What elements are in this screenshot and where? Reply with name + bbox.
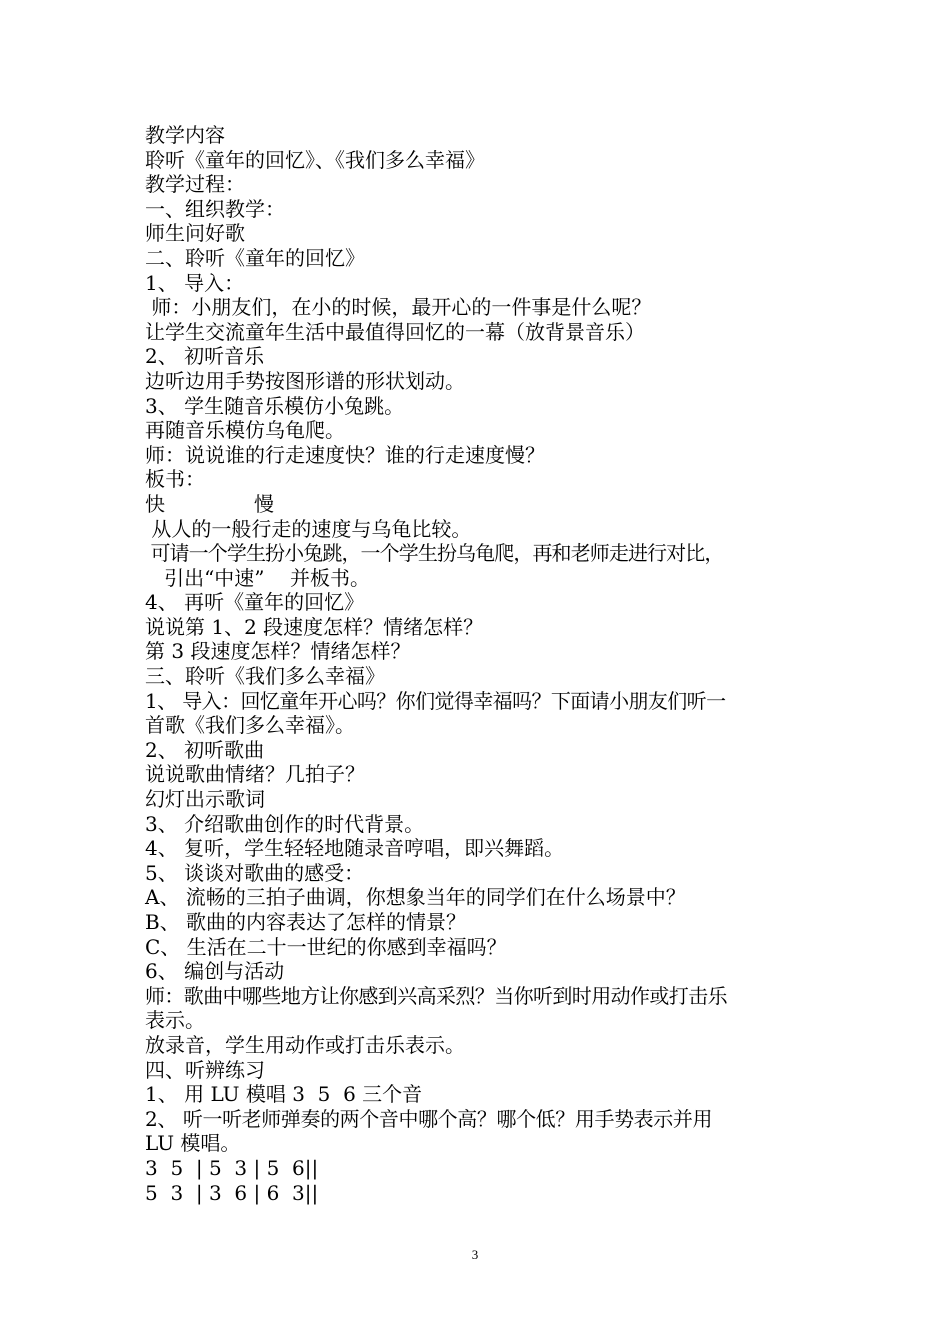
text-line: 让学生交流童年生活中最值得回忆的一幕（放背景音乐）	[145, 319, 645, 344]
text-line: 可请一个学生扮小兔跳，一个学生扮乌龟爬，再和老师走进行对比，	[145, 541, 724, 566]
text-line: C、 生活在二十一世纪的你感到幸福吗？	[145, 934, 507, 959]
text-line: 2、 初听歌曲	[145, 737, 265, 762]
text-line: 聆听《童年的回忆》、《我们多么幸福》	[145, 147, 485, 172]
text-line: 说说第 1、2 段速度怎样？情绪怎样？	[145, 614, 484, 639]
text-line: 教学过程：	[145, 172, 245, 197]
text-line: 3、 学生随音乐模仿小兔跳。	[145, 393, 405, 418]
text-line: 师生问好歌	[145, 221, 245, 246]
text-line: 5、 谈谈对歌曲的感受：	[145, 860, 365, 885]
text-line: 3 5 | 5 3 | 5 6||	[145, 1155, 319, 1180]
text-line: 板书：	[145, 467, 205, 492]
text-line: 师：小朋友们，在小的时候，最开心的一件事是什么呢？	[145, 295, 652, 320]
text-line: B、 歌曲的内容表达了怎样的情景？	[145, 910, 467, 934]
text-line: 表示。	[145, 1008, 205, 1033]
text-line: 6、 编创与活动	[145, 959, 285, 984]
text-line: 4、 再听《童年的回忆》	[145, 590, 365, 615]
text-line: 师：歌曲中哪些地方让你感到兴高采烈？当你听到时用动作或打击乐	[145, 983, 727, 1008]
text-line: 2、 听一听老师弹奏的两个音中哪个高？哪个低？用手势表示并用	[145, 1106, 713, 1131]
text-line: 首歌《我们多么幸福》。	[145, 713, 355, 738]
text-line: 一、组织教学：	[145, 196, 285, 221]
text-line: 三、聆听《我们多么幸福》	[145, 664, 385, 689]
text-line: 3、 介绍歌曲创作的时代背景。	[145, 811, 425, 836]
text-line: 教学内容	[145, 123, 225, 147]
text-line: 边听边用手势按图形谱的形状划动。	[145, 368, 465, 393]
text-line: 说说歌曲情绪？几拍子？	[145, 762, 365, 787]
text-line: 引出“中速” 并板书。	[145, 565, 370, 590]
text-line: 第 3 段速度怎样？情绪怎样？	[145, 639, 411, 664]
page-number: 3	[471, 1247, 479, 1262]
text-line: 1、 导入：回忆童年开心吗？你们觉得幸福吗？下面请小朋友们听一	[145, 688, 726, 713]
text-line: 1、 用 LU 模唱 3 5 6 三个音	[145, 1082, 423, 1107]
text-line: 2、 初听音乐	[145, 344, 265, 369]
text-line: 5 3 | 3 6 | 6 3||	[145, 1180, 319, 1205]
text-line: 再随音乐模仿乌龟爬。	[145, 418, 345, 443]
text-line: 幻灯出示歌词	[145, 787, 265, 812]
text-line: 四、听辨练习	[145, 1057, 265, 1082]
text-line: A、 流畅的三拍子曲调，你想象当年的同学们在什么场景中？	[145, 885, 686, 910]
text-line: 放录音，学生用动作或打击乐表示。	[145, 1032, 465, 1057]
document-body	[145, 123, 825, 1205]
text-line: 二、聆听《童年的回忆》	[145, 245, 365, 270]
text-line: 师：说说谁的行走速度快？谁的行走速度慢？	[145, 442, 545, 467]
text-line: LU 模唱。	[145, 1131, 241, 1156]
text-line: 快 慢	[145, 491, 275, 516]
text-line: 1、 导入：	[145, 270, 245, 295]
text-line: 从人的一般行走的速度与乌龟比较。	[145, 516, 472, 541]
text-line: 4、 复听，学生轻轻地随录音哼唱，即兴舞蹈。	[145, 836, 565, 861]
